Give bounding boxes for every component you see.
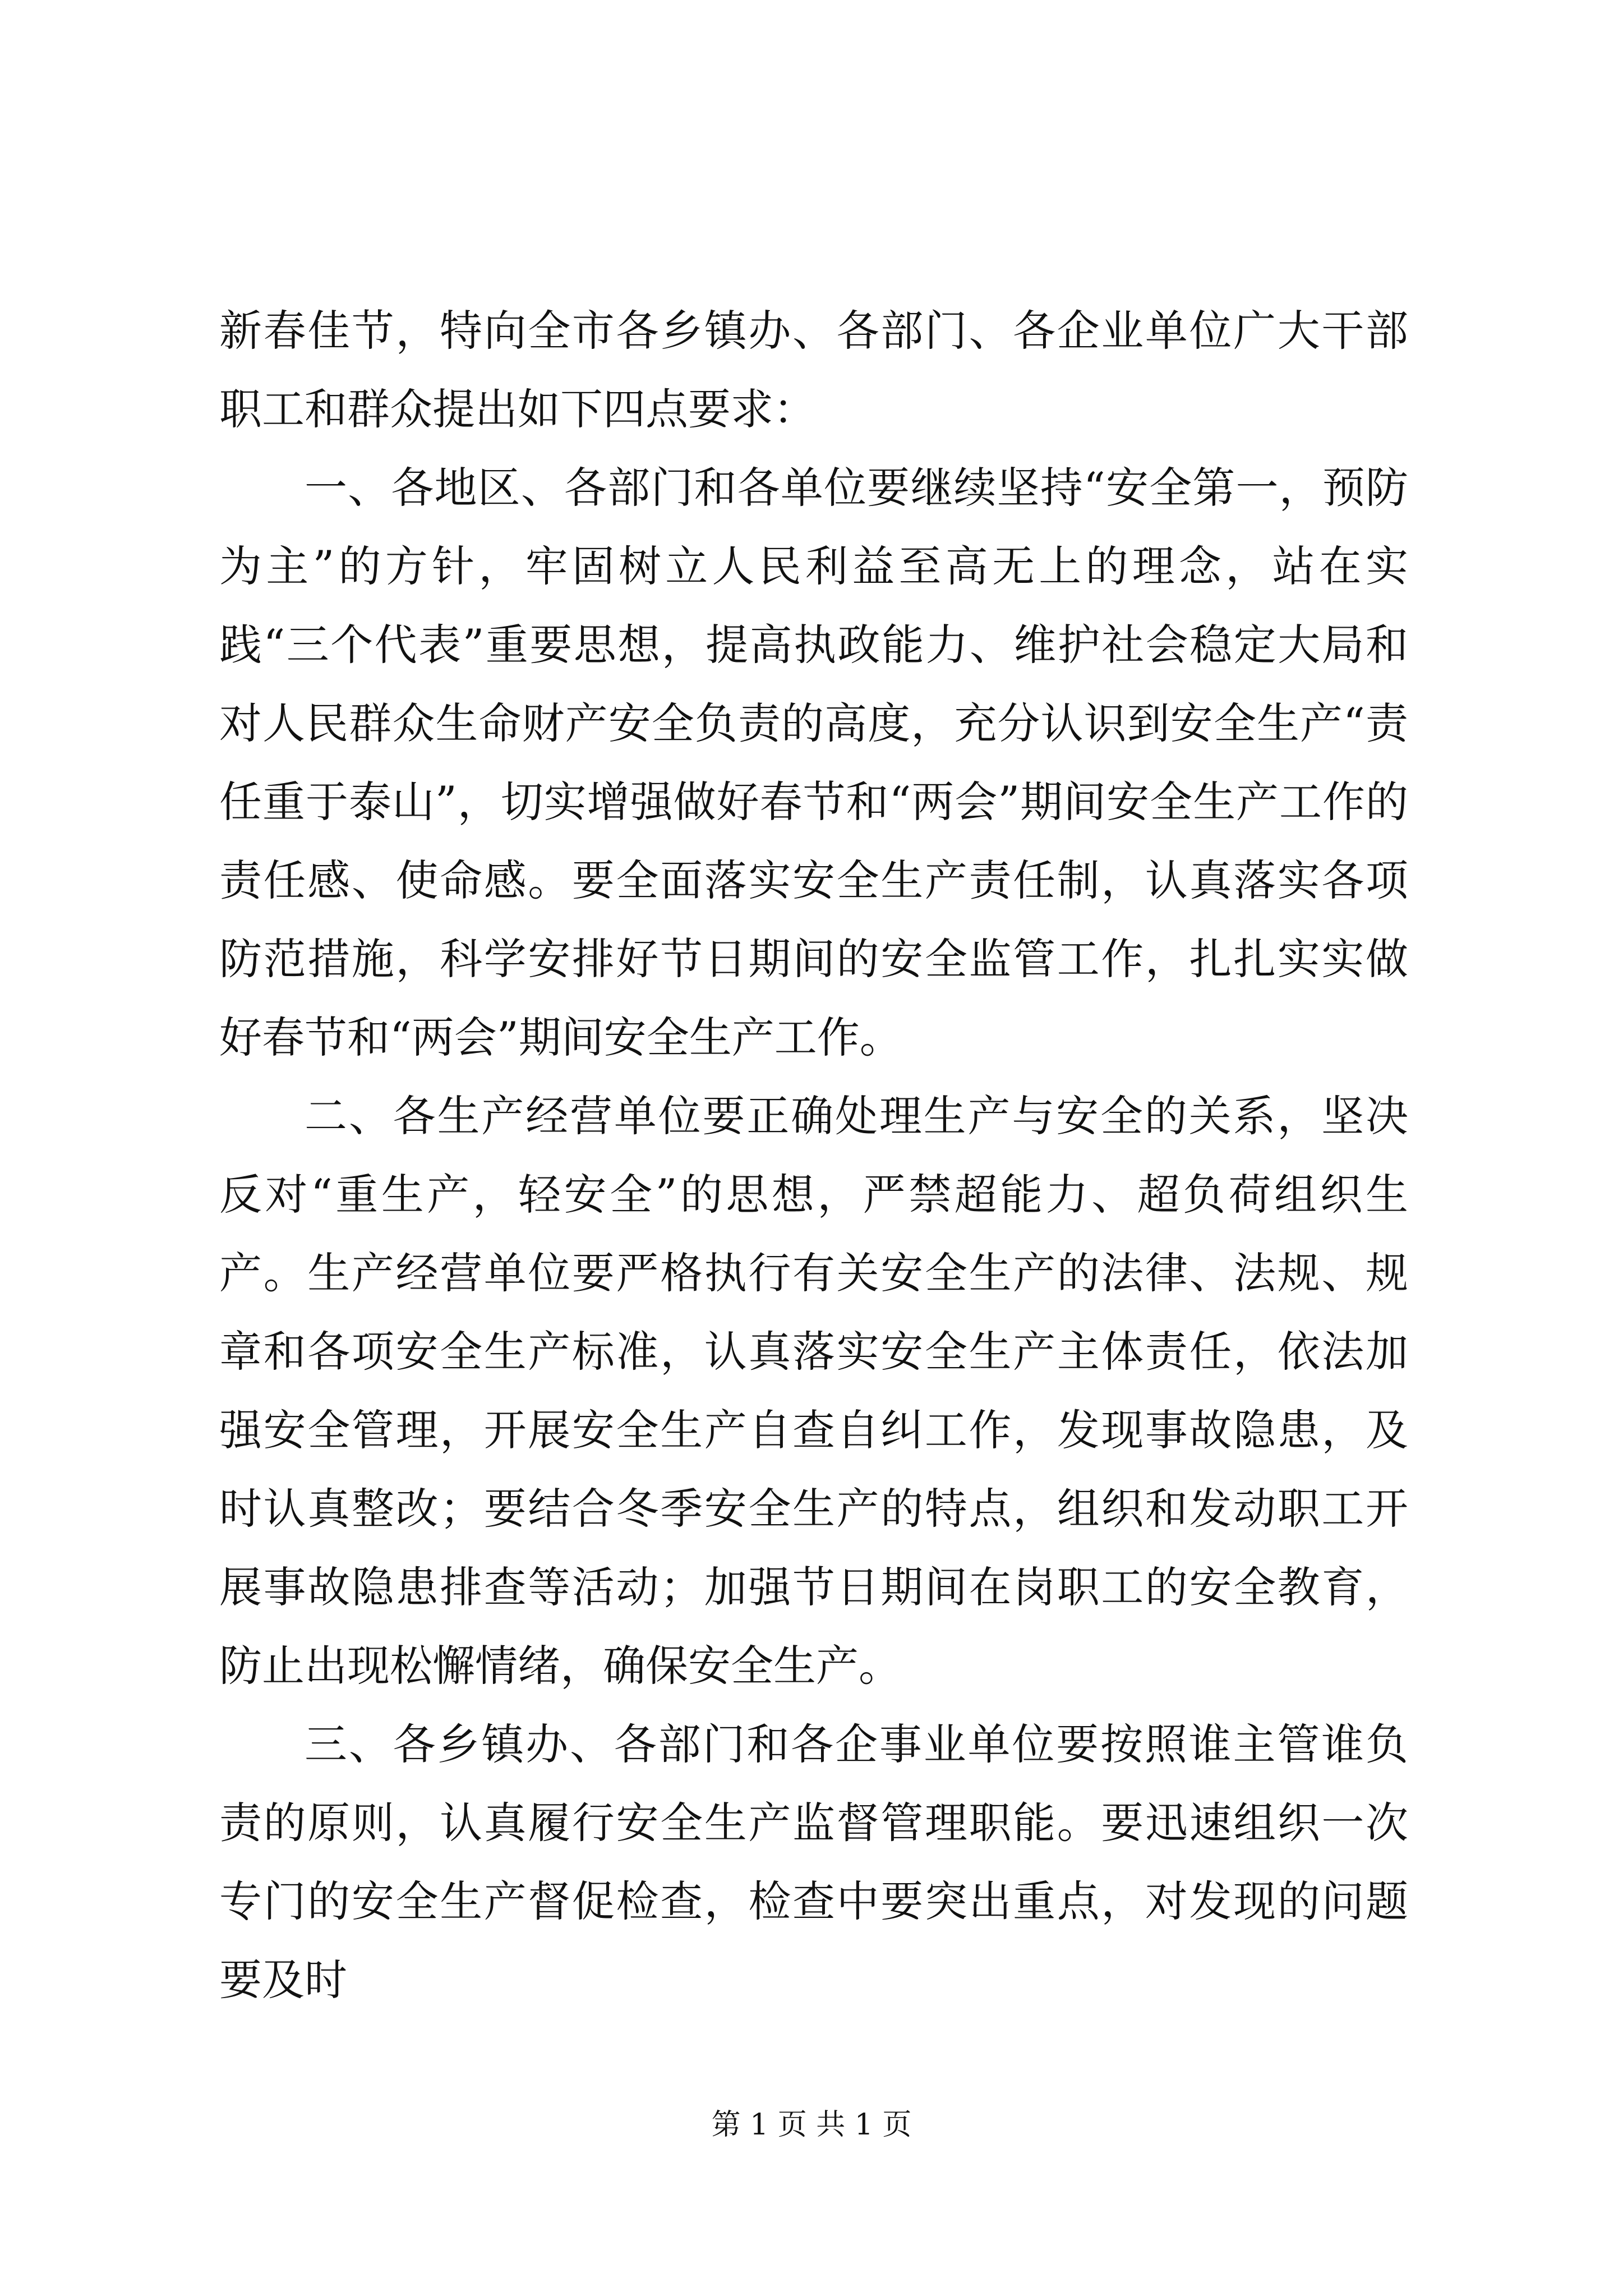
document-body xyxy=(219,292,1408,2019)
paragraph-point-two: 二、各生产经营单位要正确处理生产与安全的关系，坚决反对“重生产，轻安全”的思想，严禁超能力、超负荷组织生产。生产经营单位要严格执行有关安全生产的法律、法规、规章和各项安全生产标准，认真落实安全生产主体责任，依法加强安全管理，开展安全生产自查自纠工作，发现事故隐患，及时认真整改；要结合冬季安全生产的特点，组织和发动职工开展事故隐患排查等活动；加强节日期间在岗职工的安全教育，防止出现松懈情绪，确保安全生产。 xyxy=(219,1091,1408,1691)
page-number: 第 1 页 共 1 页 xyxy=(711,2108,912,2142)
paragraph-point-one: 一、各地区、各部门和各单位要继续坚持“安全第一，预防为主”的方针，牢固树立人民利益至高无上的理念，站在实践“三个代表”重要思想，提高执政能力、维护社会稳定大局和对人民群众生命财产安全负责的高度，充分认识到安全生产“责任重于泰山”，切实增强做好春节和“两会”期间安全生产工作的责任感、使命感。要全面落实安全生产责任制，认真落实各项防范措施，科学安排好节日期间的安全监管工作，扎扎实实做好春节和“两会”期间安全生产工作。 xyxy=(219,463,1408,1062)
paragraph-point-three: 三、各乡镇办、各部门和各企事业单位要按照谁主管谁负责的原则，认真履行安全生产监督管理职能。要迅速组织一次专门的安全生产督促检查，检查中要突出重点，对发现的问题要及时 xyxy=(219,1719,1408,2005)
paragraph-intro: 新春佳节，特向全市各乡镇办、各部门、各企业单位广大干部职工和群众提出如下四点要求： xyxy=(219,306,1408,434)
page-footer xyxy=(0,2102,1623,2147)
